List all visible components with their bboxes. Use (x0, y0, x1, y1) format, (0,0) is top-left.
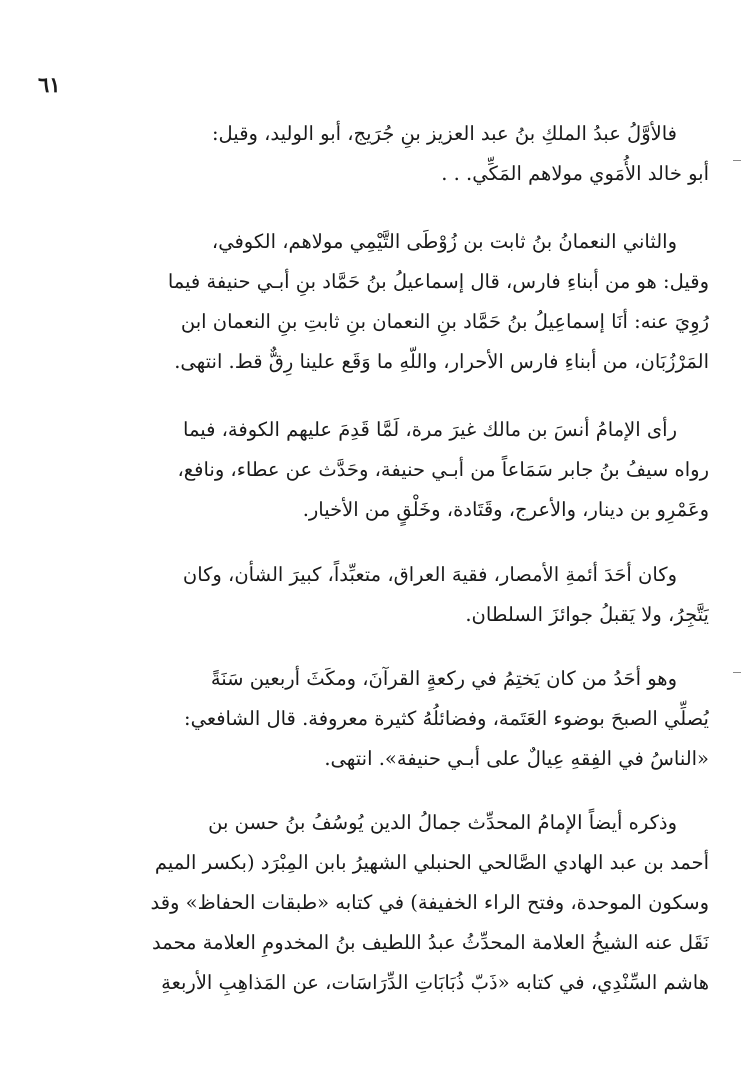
paragraph-6 (34, 803, 709, 1003)
text-line: رأى الإمامُ أنسَ بن مالك غيرَ مرة، لَمَّا قَدِمَ عليهم الكوفة، فيما (183, 418, 677, 441)
text-line: فالأوَّلُ عبدُ الملكِ بنُ عبد العزيز بنِ جُرَيج، أبو الوليد، وقيل: (211, 122, 677, 145)
paragraph-4 (34, 555, 709, 635)
text-line: والثاني النعمانُ بنُ ثابت بن زُوْطَى التَّيْمِي مولاهم، الكوفي، (211, 230, 677, 253)
text-line: يُصلِّي الصبحَ بوضوء العَتَمة، وفضائلُهُ كثيرة معروفة. قال الشافعي: (184, 707, 709, 730)
text-line: وقيل: هو من أبناءِ فارس، قال إسماعيلُ بنُ حَمَّاد بنِ أبـي حنيفة فيما (167, 270, 709, 293)
margin-tick-mark (733, 160, 741, 161)
margin-tick-mark (733, 672, 741, 673)
paragraph-2 (34, 222, 709, 382)
text-line: أحمد بن عبد الهادي الصَّالحي الحنبلي الشهيرُ بابن المِبْرَد (بكسر الميم (154, 851, 709, 874)
paragraph-5 (34, 659, 709, 779)
text-line: وذكره أيضاً الإمامُ المحدِّث جمالُ الدين يُوسُفُ بنُ حسن بن (208, 811, 677, 834)
page-number: ٦١ (38, 72, 61, 97)
text-line: أبو خالد الأُمَوي مولاهم المَكِّي. . . (441, 162, 709, 185)
text-line: وكان أحَدَ أئمةِ الأمصار، فقيهَ العراق، متعبِّداً، كبيرَ الشأن، وكان (182, 563, 677, 586)
text-line: يَتَّجِرُ، ولا يَقبلُ جوائزَ السلطان. (465, 603, 709, 626)
text-line: نَقَل عنه الشيخُ العلامة المحدِّثُ عبدُ اللطيف بنُ المخدومِ العلامة محمد (151, 931, 709, 954)
text-line: هاشم السِّنْدِي، في كتابه «ذَبّ ذُبَابَاتِ الدِّرَاسَات، عن المَذاهِبِ الأربعةِ (161, 971, 709, 994)
text-line: وسكون الموحدة، وفتح الراء الخفيفة) في كتابه «طبقات الحفاظ» وقد (150, 891, 709, 914)
text-line: «الناسُ في الفِقهِ عِيالٌ على أبـي حنيفة». انتهى. (324, 747, 709, 770)
paragraph-3 (34, 410, 709, 530)
text-line: رُوِيَ عنه: أنَا إسماعِيلُ بنُ حَمَّاد بنِ النعمان بنِ ثابتِ بنِ النعمان ابن (180, 310, 709, 333)
text-line: وهو أحَدُ من كان يَختِمُ في ركعةٍ القرآنَ، ومكَثَ أربعين سَنَةً (210, 667, 677, 690)
text-line: المَرْزُبَان، من أبناءِ فارس الأحرار، واللّهِ ما وَقَع علينا رِقٌّ قط. انتهى. (174, 350, 709, 373)
text-line: رواه سيفُ بنُ جابر سَمَاعاً من أبـي حنيفة، وحَدَّث عن عطاء، ونافع، (177, 458, 709, 481)
text-line: وعَمْرِو بن دينار، والأعرج، وقَتَادة، وخَلْقٍ من الأخيار. (302, 498, 709, 521)
paragraph-1 (34, 114, 709, 194)
